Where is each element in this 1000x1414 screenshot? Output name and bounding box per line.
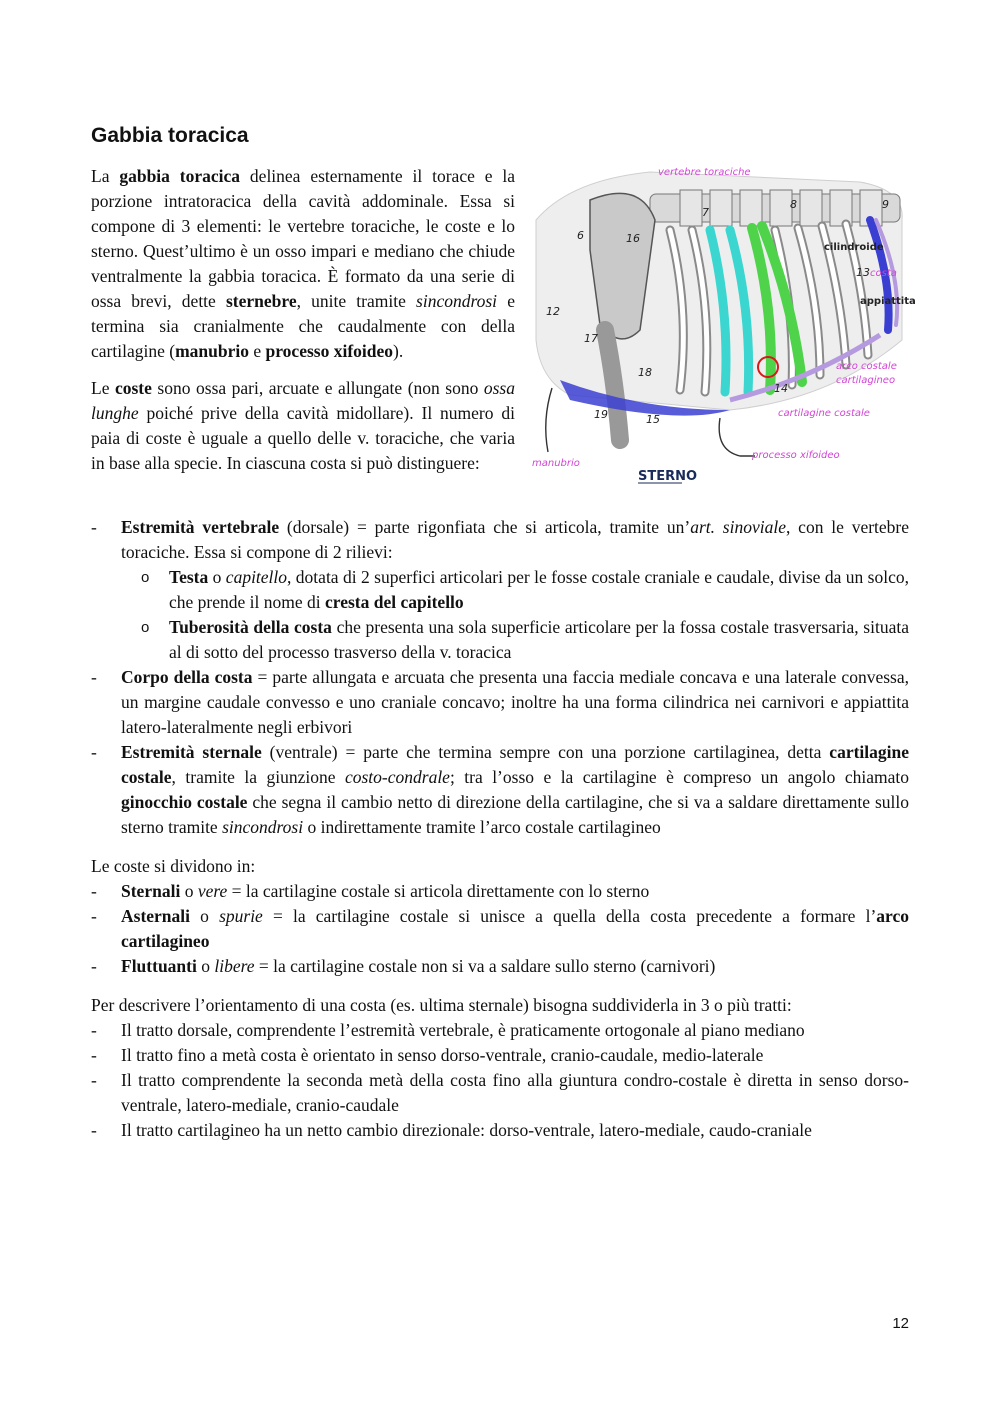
types-intro: Le coste si dividono in: — [91, 856, 256, 876]
text-run: o — [208, 567, 226, 587]
text-run: e — [248, 341, 266, 361]
text-run: = la cartilagine costale si articola direttamente con lo sterno — [227, 881, 650, 901]
list-item — [91, 665, 909, 740]
label-arco-1: arco costale — [836, 361, 897, 372]
text-run: , tramite la giunzione — [171, 767, 345, 787]
label-costa: costa — [870, 268, 897, 279]
intro-paragraph-2 — [91, 376, 515, 476]
italic-term: costo-condrale — [344, 767, 450, 787]
label-xifoideo: processo xifoideo — [752, 450, 840, 461]
figure-number: 14 — [774, 382, 788, 395]
bold-term: Tuberosità della costa — [169, 617, 332, 637]
section-title: Gabbia toracica — [91, 124, 249, 147]
bold-term: Asternali — [121, 906, 191, 926]
rib-parts-list — [91, 515, 909, 840]
text-run: poiché prive della cavità midollare). Il numero di paia di coste è uguale a quello delle v. toraciche, che varia in base alla specie. In ciascuna costa si può distinguere: — [91, 403, 515, 473]
bold-term: manubrio — [175, 341, 249, 361]
intro-paragraph-1 — [91, 164, 515, 364]
list-item — [91, 879, 909, 904]
figure-number: 19 — [594, 408, 608, 421]
list-item: - Il tratto dorsale, comprendente l’estremità vertebrale, è praticamente ortogonale al piano mediano — [91, 1018, 909, 1043]
figure-number: 8 — [790, 198, 797, 211]
bold-term: gabbia toracica — [119, 166, 241, 186]
label-cartilagine: cartilagine costale — [778, 408, 870, 419]
figure-number: 15 — [646, 413, 660, 426]
sub-list — [121, 565, 909, 665]
bold-term: Fluttuanti — [121, 956, 197, 976]
list-item: - Il tratto fino a metà costa è orientato in senso dorso-ventrale, cranio-caudale, medio-laterale — [91, 1043, 909, 1068]
italic-term: sincondrosi — [222, 817, 304, 837]
italic-term: libere — [214, 956, 255, 976]
bold-term: Estremità sternale — [121, 742, 262, 762]
figure-number: 6 — [577, 229, 584, 242]
text-run: sono ossa pari, arcuate e allungate (non sono — [151, 378, 484, 398]
text-run: e termina sia cranialmente che caudalmente con della cartilagine ( — [91, 291, 515, 361]
main-text — [91, 515, 909, 1143]
text-run: che segna il cambio netto di direzione della cartilagine, che si va a saldare direttamente sullo sterno tramite — [121, 792, 909, 837]
bold-term: Corpo della costa — [121, 667, 253, 687]
text-run: ). — [393, 341, 404, 361]
page-number: 12 — [892, 1315, 909, 1332]
italic-term: capitello — [225, 567, 288, 587]
text-run: , dotata di 2 superfici articolari per le fosse costale craniale e caudale, divise da un solco, che prende il nome di — [169, 567, 909, 612]
text-run: = la cartilagine costale non si va a saldare sullo sterno (carnivori) — [254, 956, 716, 976]
label-appiattita: appiattita — [860, 296, 916, 307]
text-run: che presenta una sola superficie articolare per la fossa costale trasversaria, situata al di sotto del processo trasverso della v. toracica — [169, 617, 909, 662]
label-vertebre: vertebre toraciche — [658, 167, 751, 178]
label-arco-2: cartilagineo — [836, 375, 896, 386]
text-run: o indirettamente tramite l’arco costale cartilagineo — [303, 817, 661, 837]
italic-term: ossa lunghe — [91, 378, 515, 423]
list-item-text — [121, 515, 909, 565]
list-item — [91, 954, 909, 979]
sub-list-item — [121, 565, 909, 615]
bold-term: coste — [114, 378, 152, 398]
text-run: = la cartilagine costale si unisce a quella della costa precedente a formare l’ — [262, 906, 877, 926]
list-item — [91, 740, 909, 840]
rib-cage-illustration — [530, 160, 916, 490]
list-item: - Il tratto comprendente la seconda metà della costa fino alla giuntura condro-costale è diretta in senso dorso-ventrale, latero-mediale, cranio-caudale — [91, 1068, 909, 1118]
italic-term: sincondrosi — [416, 291, 498, 311]
text-run: (ventrale) = parte che termina sempre con una porzione cartilaginea, detta — [261, 742, 830, 762]
figure-number: 13 — [856, 266, 870, 279]
text-run: = parte allungata e arcuata che presenta una faccia mediale concava e una laterale convessa, un margine caudale convesso e uno craniale concavo; inoltre ha una forma cilindrica nei carnivori e appiattita latero-lateralmente negli erbivori — [121, 667, 909, 737]
text-run: Le — [91, 378, 115, 398]
bold-term: processo xifoideo — [265, 341, 394, 361]
orientation-list — [91, 1018, 909, 1143]
bold-term: ginocchio costale — [121, 792, 248, 812]
text-run: , con le vertebre toraciche. Essa si compone di 2 rilievi: — [121, 517, 910, 562]
bold-term: sternebre — [225, 291, 297, 311]
italic-term: art. sinoviale — [690, 517, 786, 537]
figure-number: 7 — [702, 206, 709, 219]
label-sterno: STERNO — [638, 469, 698, 484]
bold-term: Estremità vertebrale — [121, 517, 280, 537]
bold-term: Testa — [169, 567, 209, 587]
italic-term: vere — [197, 881, 228, 901]
text-run: delinea esternamente il torace e la porzione intratoracica della cavità addominale. Essa si compone di 3 elementi: le vertebre toraciche, le coste e lo sterno. Quest’ultimo è un osso impari e mediano che chiude ventralmente la gabbia toracica. È formato da una serie di ossa brevi, dette — [91, 166, 515, 311]
text-run: o — [190, 906, 220, 926]
label-manubrio: manubrio — [532, 458, 580, 469]
list-item: - Il tratto cartilagineo ha un netto cambio direzionale: dorso-ventrale, latero-mediale, caudo-craniale — [91, 1118, 909, 1143]
text-run: (dorsale) = parte rigonfiata che si articola, tramite un’ — [279, 517, 691, 537]
intro-text — [91, 164, 515, 476]
bold-term: cartilagine costale — [121, 742, 909, 787]
orientation-intro: Per descrivere l’orientamento di una costa (es. ultima sternale) bisogna suddividerla in 3 o più tratti: — [91, 995, 792, 1015]
figure-number: 12 — [546, 305, 560, 318]
rib-cage-figure — [530, 160, 916, 490]
bold-term: Sternali — [121, 881, 181, 901]
list-item — [91, 515, 909, 665]
figure-number: 16 — [626, 232, 640, 245]
figure-number: 9 — [882, 198, 889, 211]
bold-term: arco cartilagineo — [121, 906, 909, 951]
italic-term: spurie — [219, 906, 263, 926]
text-run: o — [180, 881, 198, 901]
bold-term: cresta del capitello — [325, 592, 464, 612]
text-run: , unite tramite — [296, 291, 417, 311]
rib-types-list — [91, 879, 909, 979]
list-item — [91, 904, 909, 954]
text-run: La — [91, 166, 120, 186]
text-run: o — [196, 956, 215, 976]
label-cilindroide: cilindroide — [824, 242, 884, 253]
figure-number: 18 — [638, 366, 652, 379]
sub-list-item — [121, 615, 909, 665]
figure-number: 17 — [584, 332, 598, 345]
text-run: ; tra l’osso e la cartilagine è compreso un angolo chiamato — [449, 767, 909, 787]
